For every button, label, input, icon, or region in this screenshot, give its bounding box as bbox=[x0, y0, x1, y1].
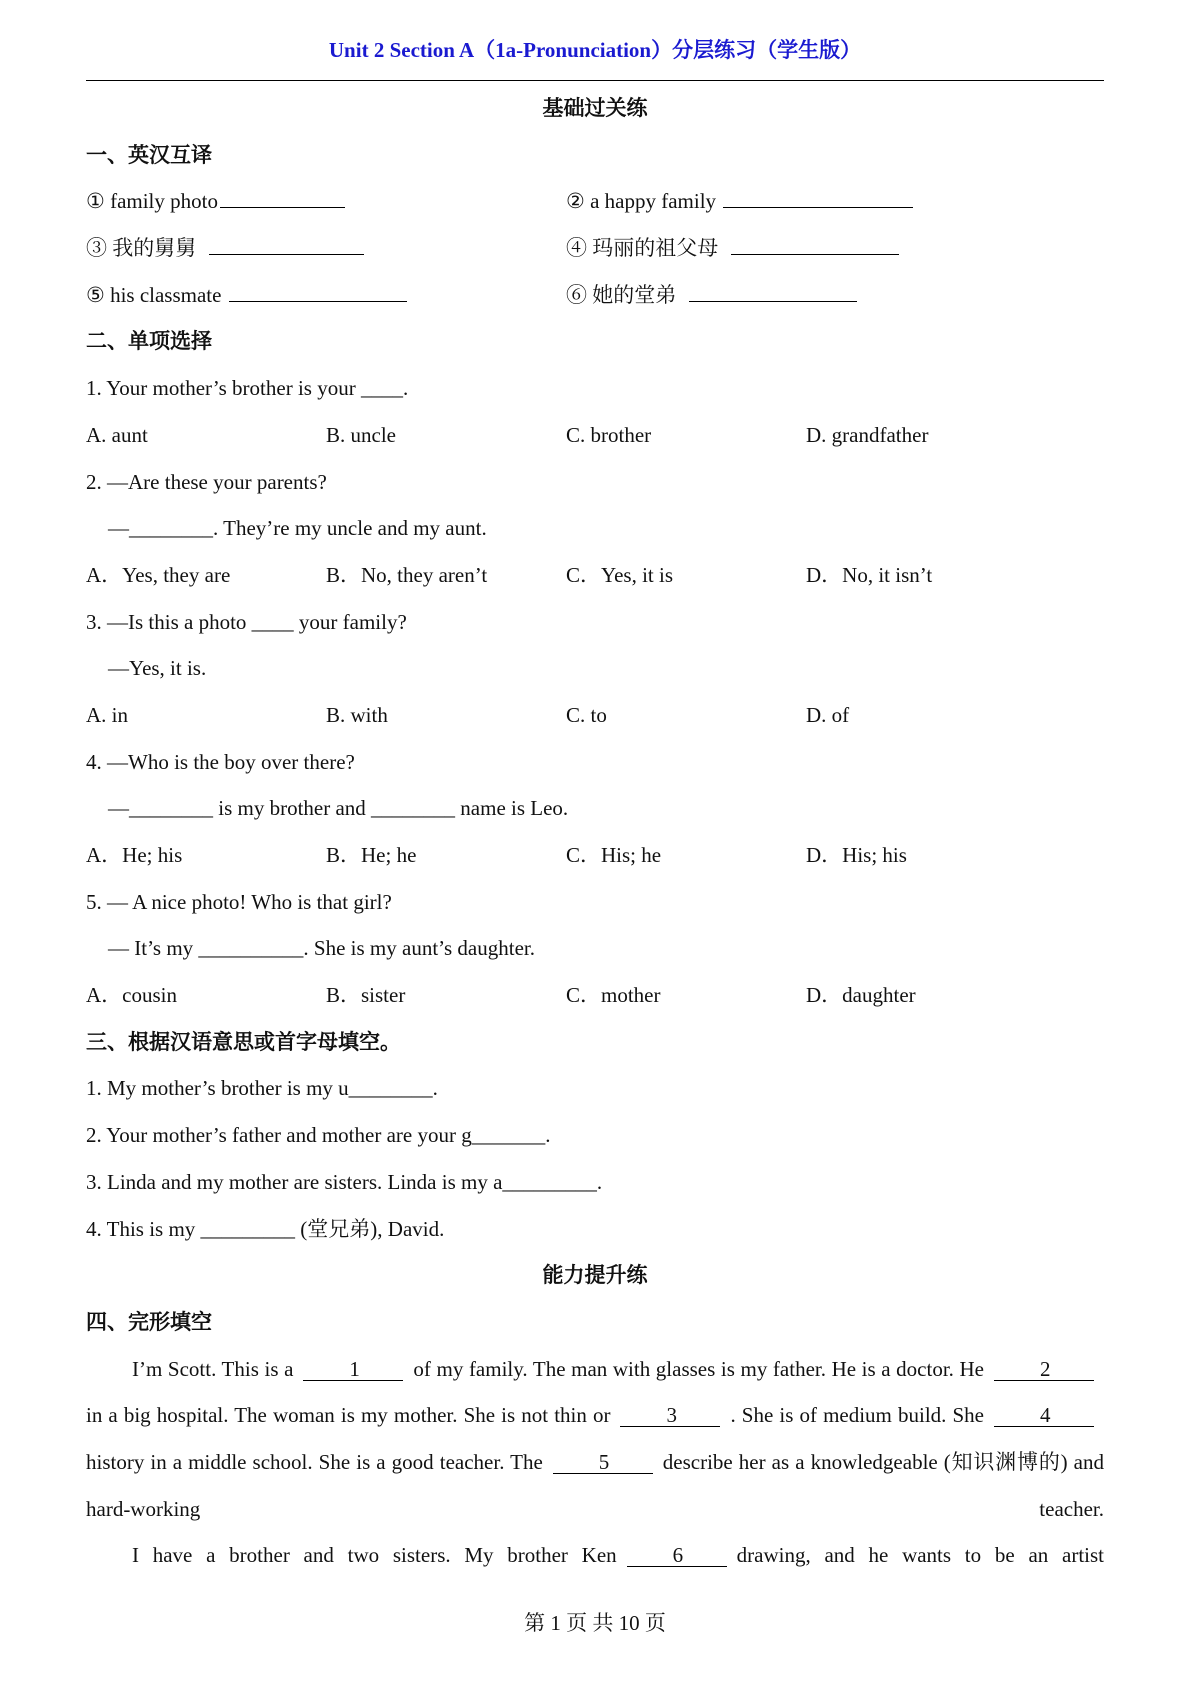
option-choice[interactable]: A．Yes, they are bbox=[86, 562, 231, 587]
option-choice[interactable]: D. grandfather bbox=[806, 422, 929, 447]
cloze-text: describe her as a knowledgeable (知识渊博的) and hard-working teacher. bbox=[86, 1449, 1104, 1521]
translation-item: ③ 我的舅舅 bbox=[86, 236, 197, 261]
option-choice[interactable]: D. of bbox=[806, 702, 850, 727]
cloze-paragraph bbox=[86, 1532, 1104, 1579]
options-row bbox=[86, 552, 1104, 599]
cloze-blank-5[interactable]: 5 bbox=[553, 1451, 653, 1474]
cloze-text: I have a brother and two sisters. My brother Ken bbox=[132, 1543, 617, 1568]
question-stem: 1. Your mother’s brother is your ____. bbox=[86, 376, 409, 401]
part-heading-basic: 基础过关练 bbox=[542, 96, 648, 120]
header-divider bbox=[86, 80, 1104, 81]
options-row bbox=[86, 972, 1104, 1019]
question-stem: 2. —Are these your parents? bbox=[86, 469, 327, 494]
question-stem: 3. —Is this a photo ____ your family? bbox=[86, 609, 407, 634]
translation-item: ① family photo bbox=[86, 189, 218, 214]
question-response: —Yes, it is. bbox=[108, 656, 207, 681]
option-choice[interactable]: C. to bbox=[566, 702, 607, 727]
option-choice[interactable]: C．His; he bbox=[566, 843, 662, 867]
question-response: —________. They’re my uncle and my aunt. bbox=[108, 516, 487, 541]
cloze-blank-4[interactable]: 4 bbox=[994, 1404, 1094, 1427]
option-choice[interactable]: A. aunt bbox=[86, 422, 148, 447]
cloze-text: history in a middle school. She is a good teacher. The bbox=[86, 1449, 543, 1474]
section-heading-4: 四、完形填空 bbox=[86, 1309, 212, 1334]
translation-row bbox=[86, 272, 1104, 319]
option-choice[interactable]: B．No, they aren’t bbox=[326, 562, 488, 587]
cloze-text: of my family. The man with glasses is my father. He is a doctor. He bbox=[413, 1356, 985, 1381]
section-heading-1: 一、英汉互译 bbox=[86, 142, 212, 167]
options-row bbox=[86, 832, 1104, 879]
option-choice[interactable]: D．No, it isn’t bbox=[806, 562, 933, 587]
fill-item: 3. Linda and my mother are sisters. Linda is my a_________. bbox=[86, 1169, 603, 1194]
option-choice[interactable]: B. with bbox=[326, 702, 388, 727]
options-row bbox=[86, 412, 1104, 459]
option-choice[interactable]: C．Yes, it is bbox=[566, 562, 673, 587]
question-response: — It’s my __________. She is my aunt’s daughter. bbox=[108, 936, 535, 961]
cloze-blank-1[interactable]: 1 bbox=[303, 1358, 403, 1381]
answer-blank[interactable] bbox=[723, 185, 913, 208]
cloze-blank-2[interactable]: 2 bbox=[994, 1358, 1094, 1381]
fill-item: 1. My mother’s brother is my u________. bbox=[86, 1076, 438, 1101]
translation-item: ⑤ his classmate bbox=[86, 282, 222, 307]
translation-row bbox=[86, 178, 1104, 225]
answer-blank[interactable] bbox=[229, 279, 407, 302]
worksheet-body bbox=[86, 85, 1104, 1579]
option-choice[interactable]: D．daughter bbox=[806, 983, 916, 1008]
option-choice[interactable]: B．sister bbox=[326, 983, 406, 1008]
option-choice[interactable]: A. in bbox=[86, 702, 128, 727]
page-footer: 第 1 页 共 10 页 bbox=[524, 1611, 666, 1635]
options-row bbox=[86, 692, 1104, 739]
translation-item: ④ 玛丽的祖父母 bbox=[566, 236, 719, 261]
answer-blank[interactable] bbox=[209, 232, 364, 255]
option-choice[interactable]: A．cousin bbox=[86, 983, 177, 1008]
cloze-blank-6[interactable]: 6 bbox=[627, 1544, 727, 1567]
answer-blank[interactable] bbox=[689, 279, 857, 302]
option-choice[interactable]: C．mother bbox=[566, 983, 661, 1008]
answer-blank[interactable] bbox=[731, 232, 899, 255]
fill-item: 4. This is my _________ (堂兄弟), David. bbox=[86, 1216, 445, 1241]
option-choice[interactable]: B．He; he bbox=[326, 843, 417, 867]
option-choice[interactable]: D．His; his bbox=[806, 843, 907, 867]
question-stem: 4. —Who is the boy over there? bbox=[86, 749, 355, 774]
document-title: Unit 2 Section A（1a-Pronunciation）分层练习（学生版） bbox=[328, 38, 862, 62]
cloze-blank-3[interactable]: 3 bbox=[620, 1404, 720, 1427]
translation-item: ⑥ 她的堂弟 bbox=[566, 282, 677, 307]
translation-row bbox=[86, 225, 1104, 272]
fill-item: 2. Your mother’s father and mother are your g_______. bbox=[86, 1123, 551, 1148]
section-heading-3: 三、根据汉语意思或首字母填空。 bbox=[86, 1029, 401, 1054]
question-stem: 5. — A nice photo! Who is that girl? bbox=[86, 889, 392, 914]
section-heading-2: 二、单项选择 bbox=[86, 329, 212, 354]
cloze-text: . She is of medium build. She bbox=[730, 1403, 984, 1428]
multiple-choice-list bbox=[86, 365, 1104, 1019]
question-response: —________ is my brother and ________ name is Leo. bbox=[108, 796, 569, 821]
option-choice[interactable]: A．He; his bbox=[86, 843, 183, 867]
answer-blank[interactable] bbox=[220, 185, 345, 208]
cloze-text: drawing, and he wants to be an artist bbox=[736, 1543, 1104, 1568]
option-choice[interactable]: B. uncle bbox=[326, 422, 396, 447]
cloze-text: I’m Scott. This is a bbox=[132, 1356, 294, 1381]
cloze-text: in a big hospital. The woman is my mother. She is not thin or bbox=[86, 1403, 611, 1428]
option-choice[interactable]: C. brother bbox=[566, 422, 652, 447]
cloze-paragraph bbox=[86, 1346, 1104, 1533]
part-heading-advanced: 能力提升练 bbox=[542, 1263, 648, 1288]
translation-item: ② a happy family bbox=[566, 189, 717, 214]
